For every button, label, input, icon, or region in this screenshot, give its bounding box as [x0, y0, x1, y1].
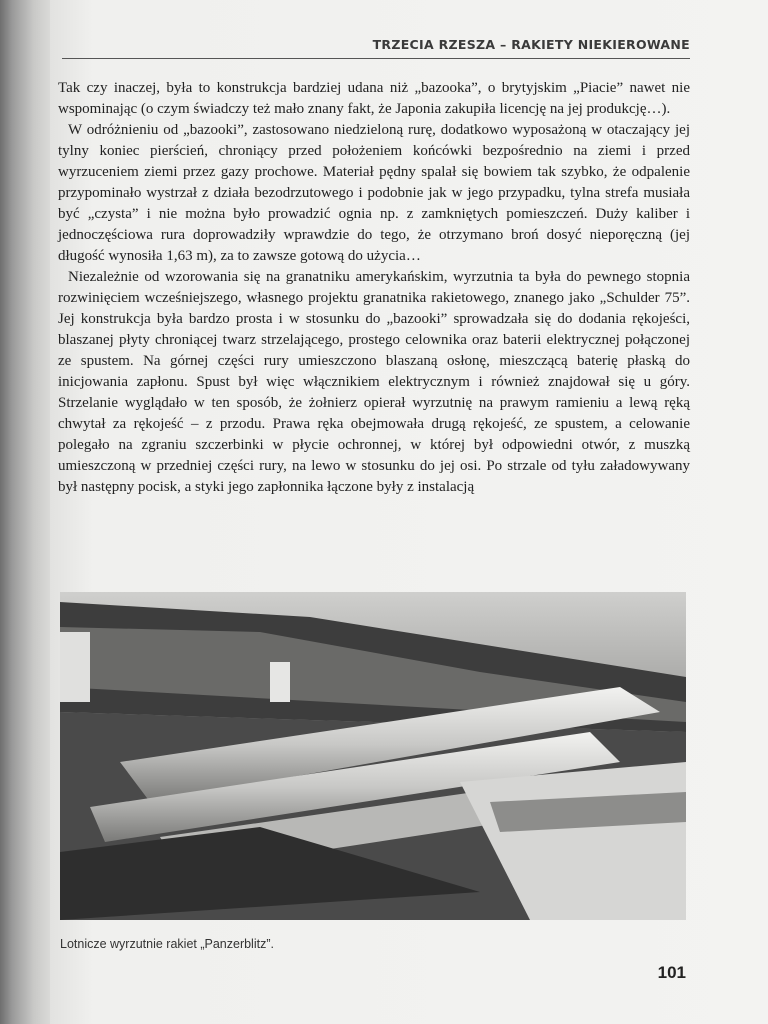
- paragraph: Tak czy inaczej, była to konstrukcja bardziej udana niż „bazooka”, o brytyjskim „Piacie” nawet nie wspominając (o czym świadczy też mało znany fakt, że Japonia zakupiła licencję na jej produkcję…).: [58, 80, 690, 117]
- paragraph: Niezależnie od wzorowania się na granatniku amerykańskim, wyrzutnia ta była do pewnego stopnia rozwinięciem wcześniejszego, własnego projektu granatnika rakietowego, znanego jako „Schulder 75”. Jej konstrukcja była bardzo prosta i w stosunku do „bazooki” sprowadzała się do dodania rękojeści, blaszanej płyty chroniącej twarz strzelającego, prostego celownika oraz baterii elektrycznej połączonej ze spustem. Na górnej części rury umieszczono blaszaną osłonę, mieszczącą baterię płaską do inicjowania zapłonu. Spust był więc włącznikiem elektrycznym i również znajdował się u góry. Strzelanie wyglądało w ten sposób, że żołnierz opierał wyrzutnię na prawym ramieniu a lewą ręką chwytał za rękojeść – z przodu. Prawa ręka obejmowała drugą rękojeść, ze spustem, a celowanie polegało na zgraniu szczerbinki w płycie ochronnej, w której był odpowiedni otwór, z muszką umieszczoną w przedniej części rury, na lewo w stosunku do jej osi. Po strzale od tyłu załadowywany był następny pocisk, a styki jego zapłonnika łączone były z instalacją: [58, 269, 690, 495]
- paragraph: W odróżnieniu od „bazooki”, zastosowano niedzieloną rurę, dodatkowo wyposażoną w otaczający jej tylny koniec pierścień, chroniący przed położeniem końcówki bezpośrednio na ziemi i przed wyrzuceniem ziemi przez gazy prochowe. Materiał pędny spalał się bowiem tak szybko, że odpalenie przypominało wystrzał z działa bezodrzutowego i podobnie jak w jego przypadku, tylna strefa musiała być „czysta” i nie można było prowadzić ognia np. z zamkniętych pomieszczeń. Duży kaliber i jednoczęściowa rura doprowadziły wprawdzie do tego, że otrzymano broń dosyć nieporęczną (jej długość wynosiła 1,63 m), za to zawsze gotową do użycia…: [58, 122, 690, 264]
- running-head: TRZECIA RZESZA – RAKIETY NIEKIEROWANE: [372, 37, 690, 52]
- photo-caption: Lotnicze wyrzutnie rakiet „Panzerblitz”.: [60, 937, 274, 951]
- header-rule: [62, 58, 690, 59]
- photo-illustration: [60, 592, 686, 920]
- photo-rocket-launchers: [60, 592, 686, 920]
- body-text: [58, 78, 690, 498]
- page-number: 101: [657, 963, 686, 982]
